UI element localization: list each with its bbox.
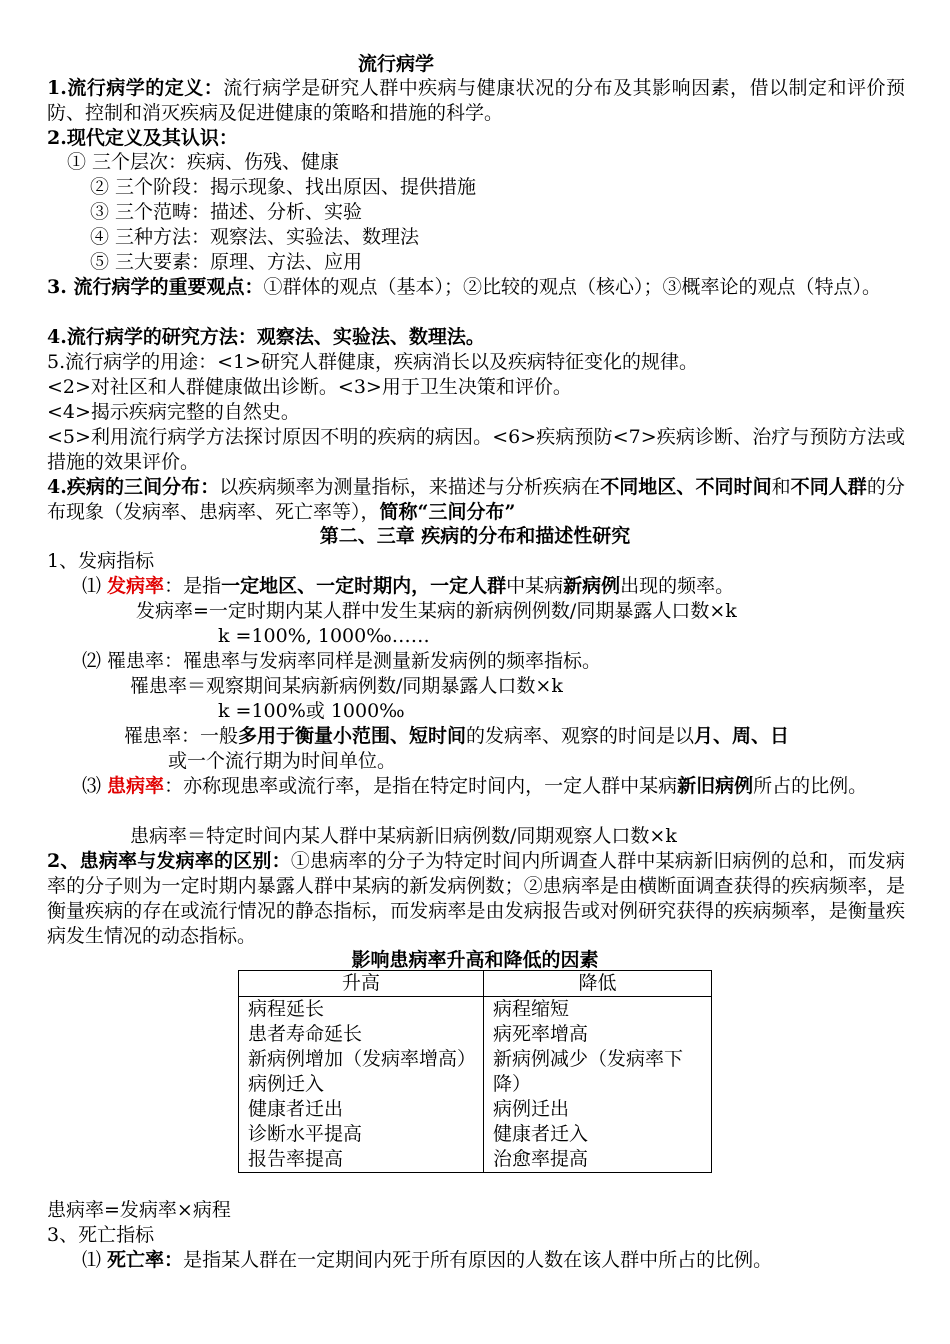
attack-rate-k: k =100%或 1000‰ bbox=[218, 700, 405, 722]
modern-item-1: ① 三个层次：疾病、伤残、健康 bbox=[67, 151, 340, 173]
three-distribution-text-1: 以疾病频率为测量指标，来描述与分析疾病在 bbox=[219, 476, 601, 498]
table-title: 影响患病率升高和降低的因素 bbox=[351, 949, 599, 971]
increase-cell bbox=[239, 997, 484, 1173]
three-distribution-sep: 、 bbox=[676, 476, 696, 498]
three-distribution-bold-1: 不同地区 bbox=[600, 476, 677, 498]
table-row bbox=[239, 997, 712, 1173]
prevalence-definition bbox=[82, 774, 904, 799]
attack-rate-note-bold-1: 多用于衡量小范围、短时间 bbox=[238, 725, 467, 747]
prevalence-number: ⑶ bbox=[82, 775, 108, 797]
document-title: 流行病学 bbox=[358, 53, 435, 75]
prevalence-term: 患病率 bbox=[107, 775, 165, 797]
uses-line-1: 5.流行病学的用途：<1>研究人群健康，疾病消长以及疾病特征变化的规律。 bbox=[47, 351, 699, 373]
research-methods-line: 4.流行病学的研究方法：观察法、实验法、数理法。 bbox=[47, 326, 485, 348]
incidence-rate-text-2: 中某病 bbox=[506, 575, 564, 597]
table-header-decrease: 降低 bbox=[484, 971, 712, 997]
mortality-rate-text: 是指某人群在一定期间内死于所有原因的人数在该人群中所占的比例。 bbox=[183, 1249, 773, 1271]
viewpoints-text: ①群体的观点（基本）；②比较的观点（核心）；③概率论的观点（特点）。 bbox=[263, 276, 881, 298]
list-item: 新病例减少（发病率下降） bbox=[493, 1048, 684, 1095]
incidence-rate-number: ⑴ bbox=[82, 575, 108, 597]
definition-paragraph bbox=[47, 76, 905, 126]
incidence-rate-bold-1: 一定地区、一定时期内，一定人群 bbox=[221, 575, 507, 597]
list-item: 病例迁入 bbox=[248, 1073, 325, 1095]
three-distribution-text-3: 的分布现象（发病率、患病率、死亡率等）， bbox=[47, 476, 905, 523]
list-item: 健康者迁入 bbox=[493, 1123, 589, 1145]
table-header-row bbox=[239, 971, 712, 997]
prevalence-product-formula: 患病率=发病率×病程 bbox=[47, 1199, 231, 1221]
uses-line-4: <5>利用流行病学方法探讨原因不明的疾病的病因。<6>疾病预防<7>疾病诊断、治疗与预防方法或措施的效果评价。 bbox=[47, 426, 905, 473]
prevalence-text-1: ：亦称现患率或流行率，是指在特定时间内，一定人群中某病 bbox=[164, 775, 678, 797]
attack-rate-formula: 罹患率＝观察期间某病新病例数/同期暴露人口数×k bbox=[130, 675, 563, 697]
mortality-rate-number: ⑴ bbox=[82, 1249, 108, 1271]
incidence-rate-text-1: ：是指 bbox=[164, 575, 222, 597]
three-distribution-paragraph bbox=[47, 475, 905, 525]
incidence-indicators-heading: 1、发病指标 bbox=[47, 550, 155, 572]
attack-rate-definition: ⑵ 罹患率：罹患率与发病率同样是测量新发病例的频率指标。 bbox=[82, 650, 602, 672]
prevalence-bold-1: 新旧病例 bbox=[677, 775, 754, 797]
incidence-rate-formula: 发病率=一定时期内某人群中发生某病的新病例例数/同期暴露人口数×k bbox=[136, 600, 737, 622]
chapter-heading: 第二、三章 疾病的分布和描述性研究 bbox=[319, 525, 631, 547]
incidence-rate-definition bbox=[82, 574, 734, 599]
mortality-indicators-heading: 3、死亡指标 bbox=[47, 1224, 155, 1246]
modern-item-2: ② 三个阶段：揭示现象、找出原因、提供措施 bbox=[90, 176, 477, 198]
mortality-rate-term: 死亡率： bbox=[107, 1249, 184, 1271]
prevalence-factors-table bbox=[238, 970, 712, 1173]
definition-label: 1.流行病学的定义： bbox=[47, 77, 224, 99]
attack-rate-note-text-1: 罹患率：一般 bbox=[124, 725, 239, 747]
viewpoints-paragraph bbox=[47, 275, 905, 300]
difference-text: ①患病率的分子为特定时间内所调查人群中某病新旧病例的总和，而发病率的分子则为一定时期内暴露人群中某病的新发病例数；②患病率是由横断面调查获得的疾病频率，是衡量疾病的存在或流行情况的静态指标，而发病率是由发病报告或对例研究获得的疾病频率，是衡量疾病发生情况的动态指标。 bbox=[47, 850, 905, 947]
modern-item-4: ④ 三种方法：观察法、实验法、数理法 bbox=[90, 226, 420, 248]
uses-line-2: <2>对社区和人群健康做出诊断。<3>用于卫生决策和评价。 bbox=[47, 376, 572, 398]
attack-rate-note-text-3: 或一个流行期为时间单位。 bbox=[168, 750, 397, 772]
three-distribution-bold-4: 简称“三间分布” bbox=[379, 501, 516, 523]
list-item: 新病例增加（发病率增高） bbox=[248, 1048, 477, 1070]
decrease-cell bbox=[484, 997, 712, 1173]
incidence-rate-text-3: 出现的频率。 bbox=[620, 575, 735, 597]
mortality-rate-definition bbox=[82, 1248, 772, 1273]
attack-rate-note-bold-2: 月、周、日 bbox=[694, 725, 790, 747]
uses-line-3: <4>揭示疾病完整的自然史。 bbox=[47, 401, 300, 423]
modern-item-5: ⑤ 三大要素：原理、方法、应用 bbox=[90, 251, 363, 273]
definition-text: 流行病学是研究人群中疾病与健康状况的分布及其影响因素，借以制定和评价预防、控制和消灭疾病及促进健康的策略和措施的科学。 bbox=[47, 77, 905, 124]
list-item: 报告率提高 bbox=[248, 1148, 344, 1170]
three-distribution-label: 4.疾病的三间分布： bbox=[47, 476, 220, 498]
prevalence-formula: 患病率＝特定时间内某人群中某病新旧病例数/同期观察人口数×k bbox=[130, 825, 677, 847]
three-distribution-text-2: 和 bbox=[771, 476, 791, 498]
list-item: 健康者迁出 bbox=[248, 1098, 344, 1120]
incidence-rate-bold-2: 新病例 bbox=[563, 575, 621, 597]
list-item: 治愈率提高 bbox=[493, 1148, 589, 1170]
three-distribution-bold-2: 不同时间 bbox=[695, 476, 772, 498]
attack-rate-note-text-2: 的发病率、观察的时间是以 bbox=[466, 725, 695, 747]
list-item: 病程缩短 bbox=[493, 998, 570, 1020]
prevalence-text-2: 所占的比例。 bbox=[753, 775, 868, 797]
prevalence-incidence-difference bbox=[47, 849, 905, 949]
viewpoints-label: 3. 流行病学的重要观点： bbox=[47, 276, 264, 298]
list-item: 诊断水平提高 bbox=[248, 1123, 363, 1145]
attack-rate-note bbox=[124, 724, 904, 774]
table-header-increase: 升高 bbox=[239, 971, 484, 997]
three-distribution-bold-3: 不同人群 bbox=[790, 476, 867, 498]
incidence-rate-k: k =100%, 1000‰…… bbox=[218, 625, 430, 647]
difference-label: 2、患病率与发病率的区别： bbox=[47, 850, 291, 872]
list-item: 病例迁出 bbox=[493, 1098, 570, 1120]
modern-item-3: ③ 三个范畴：描述、分析、实验 bbox=[90, 201, 363, 223]
list-item: 病程延长 bbox=[248, 998, 325, 1020]
list-item: 病死率增高 bbox=[493, 1023, 589, 1045]
incidence-rate-term: 发病率 bbox=[107, 575, 165, 597]
list-item: 患者寿命延长 bbox=[248, 1023, 363, 1045]
modern-definition-heading: 2.现代定义及其认识： bbox=[47, 127, 238, 149]
